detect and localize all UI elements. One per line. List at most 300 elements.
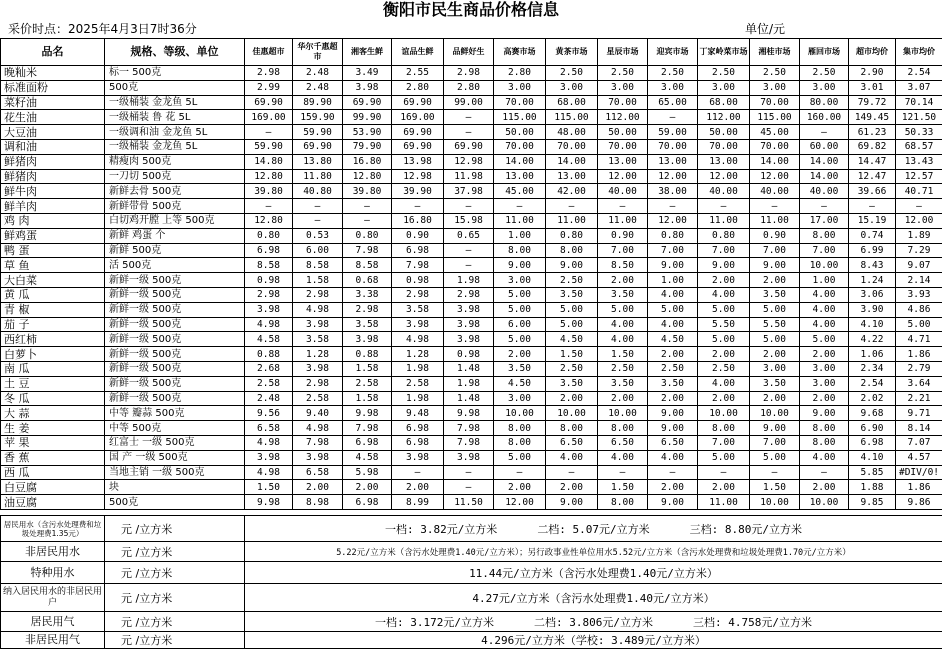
price-cell: 3.50 [598, 287, 648, 302]
price-cell: 9.68 [849, 406, 896, 421]
price-cell: 8.00 [494, 421, 546, 436]
utility-tier: 一档: 3.172元/立方米 [375, 616, 494, 629]
product-spec: 新鲜一级 500克 [105, 302, 245, 317]
price-cell: 1.86 [896, 347, 942, 362]
price-cell: 4.00 [800, 317, 849, 332]
price-cell: 2.50 [698, 361, 750, 376]
product-spec: 活 500克 [105, 258, 245, 273]
collect-time: 采价时点：2025年4月3日7时36分 [8, 20, 197, 38]
product-name: 大 蒜 [1, 406, 105, 421]
utility-tier: 三档: 4.758元/立方米 [693, 616, 812, 629]
table-row [1, 125, 942, 140]
price-cell: 7.98 [343, 421, 392, 436]
price-cell: 5.00 [698, 332, 750, 347]
utility-tier: 三档: 8.80元/立方米 [690, 523, 802, 536]
utility-unit: 元 /立方米 [105, 584, 245, 612]
product-name: 白豆腐 [1, 480, 105, 495]
price-cell: 14.00 [750, 154, 800, 169]
column-header: 品名 [1, 39, 105, 66]
price-cell: 39.66 [849, 184, 896, 199]
price-cell: — [849, 199, 896, 214]
price-cell: 9.00 [546, 495, 598, 510]
column-header: 佳惠超市 [245, 39, 293, 66]
price-cell: 16.80 [392, 213, 444, 228]
price-cell: 69.90 [392, 125, 444, 140]
table-row [1, 317, 942, 332]
price-cell: 3.98 [293, 317, 343, 332]
price-cell: 2.50 [800, 66, 849, 81]
price-cell: 3.50 [494, 361, 546, 376]
price-cell: 7.00 [698, 243, 750, 258]
price-cell: 70.00 [698, 139, 750, 154]
table-row [1, 332, 942, 347]
price-cell: 3.98 [293, 450, 343, 465]
price-cell: — [800, 125, 849, 140]
price-cell: 2.50 [598, 361, 648, 376]
price-cell: 39.80 [245, 184, 293, 199]
price-cell: 6.98 [343, 495, 392, 510]
price-cell: 5.00 [698, 450, 750, 465]
price-cell: 5.00 [494, 450, 546, 465]
price-cell: 2.98 [444, 66, 494, 81]
product-name: 香 蕉 [1, 450, 105, 465]
price-cell: — [245, 125, 293, 140]
price-cell: 0.90 [598, 228, 648, 243]
price-cell: 8.50 [598, 258, 648, 273]
price-cell: 12.57 [896, 169, 942, 184]
price-cell: 7.00 [750, 435, 800, 450]
product-name: 晚籼米 [1, 66, 105, 81]
price-cell: — [698, 465, 750, 480]
price-cell: 9.00 [750, 258, 800, 273]
price-cell: 4.00 [648, 317, 698, 332]
price-cell: 7.98 [293, 435, 343, 450]
price-cell: 3.07 [896, 80, 942, 95]
price-cell: 1.00 [800, 273, 849, 288]
price-cell: 2.00 [750, 347, 800, 362]
price-cell: 8.00 [698, 421, 750, 436]
price-cell: — [648, 110, 698, 125]
product-spec: 500克 [105, 80, 245, 95]
product-spec: 精瘦肉 500克 [105, 154, 245, 169]
table-row [1, 421, 942, 436]
table-row [1, 287, 942, 302]
utility-label: 非居民用气 [1, 632, 105, 649]
price-cell: 3.58 [392, 302, 444, 317]
price-cell: 8.98 [293, 495, 343, 510]
price-cell: 11.00 [598, 213, 648, 228]
price-cell: 1.50 [598, 480, 648, 495]
price-cell: 10.00 [494, 406, 546, 421]
price-cell: 69.90 [245, 95, 293, 110]
price-cell: 2.21 [896, 391, 942, 406]
price-cell: 2.98 [444, 287, 494, 302]
sub-header [0, 20, 942, 38]
utility-label: 居民用气 [1, 612, 105, 632]
product-name: 鲜猪肉 [1, 169, 105, 184]
column-header: 高赛市场 [494, 39, 546, 66]
utility-label: 纳入居民用水的非居民用户 [1, 584, 105, 612]
price-cell: 5.00 [494, 302, 546, 317]
price-cell: 9.98 [444, 406, 494, 421]
product-spec: 红富士 一级 500克 [105, 435, 245, 450]
utility-unit: 元 /立方米 [105, 516, 245, 542]
price-cell: 4.10 [849, 450, 896, 465]
price-cell: — [444, 480, 494, 495]
column-header: 湘桂市场 [750, 39, 800, 66]
price-cell: 2.50 [546, 273, 598, 288]
product-spec: 新鲜一级 500克 [105, 273, 245, 288]
column-header: 华尔千惠超 市 [293, 39, 343, 66]
price-cell: 8.00 [494, 243, 546, 258]
price-cell: 2.00 [648, 347, 698, 362]
price-cell: 89.90 [293, 95, 343, 110]
price-cell: 1.24 [849, 273, 896, 288]
column-header: 超市均价 [849, 39, 896, 66]
price-cell: 0.68 [343, 273, 392, 288]
price-cell: 3.64 [896, 376, 942, 391]
price-cell: 1.98 [392, 361, 444, 376]
price-cell: 0.90 [392, 228, 444, 243]
price-cell: 7.98 [444, 421, 494, 436]
price-cell: 9.85 [849, 495, 896, 510]
price-cell: 4.00 [698, 376, 750, 391]
price-cell: 5.00 [546, 317, 598, 332]
price-cell: — [750, 199, 800, 214]
product-spec: 新鲜一级 500克 [105, 317, 245, 332]
table-row [1, 450, 942, 465]
price-cell: 0.98 [444, 347, 494, 362]
utility-table [0, 515, 942, 649]
price-cell: 2.98 [293, 287, 343, 302]
product-name: 茄 子 [1, 317, 105, 332]
price-cell: 2.79 [896, 361, 942, 376]
price-cell: 115.00 [750, 110, 800, 125]
price-cell: 4.50 [648, 332, 698, 347]
price-cell: 15.98 [444, 213, 494, 228]
table-row [1, 199, 942, 214]
price-cell: — [343, 199, 392, 214]
price-cell: 12.00 [750, 169, 800, 184]
price-cell: — [343, 213, 392, 228]
price-cell: 13.00 [546, 169, 598, 184]
price-cell: — [494, 199, 546, 214]
price-cell: 50.33 [896, 125, 942, 140]
price-cell: 4.00 [598, 450, 648, 465]
product-name: 南 瓜 [1, 361, 105, 376]
price-cell: 2.50 [648, 361, 698, 376]
price-cell: 3.98 [392, 317, 444, 332]
price-cell: 12.00 [648, 169, 698, 184]
column-header: 迎宾市场 [648, 39, 698, 66]
price-cell: 169.00 [392, 110, 444, 125]
price-cell: 10.00 [800, 258, 849, 273]
price-cell: 80.00 [800, 95, 849, 110]
price-cell: 169.00 [245, 110, 293, 125]
table-row [1, 480, 942, 495]
price-cell: 4.00 [546, 450, 598, 465]
utility-price: 11.44元/立方米（含污水处理费1.40元/立方米） [245, 562, 942, 584]
price-cell: 5.00 [598, 302, 648, 317]
price-cell: — [750, 465, 800, 480]
price-cell: 6.00 [494, 317, 546, 332]
price-cell: 4.10 [849, 317, 896, 332]
price-cell: 9.00 [648, 258, 698, 273]
price-cell: 1.28 [293, 347, 343, 362]
column-header: 品鲜好生 [444, 39, 494, 66]
price-cell: 69.90 [343, 95, 392, 110]
price-cell: 8.43 [849, 258, 896, 273]
price-cell: 2.54 [896, 66, 942, 81]
price-cell: 9.40 [293, 406, 343, 421]
price-cell: 8.58 [293, 258, 343, 273]
price-cell: 0.65 [444, 228, 494, 243]
price-cell: 13.00 [698, 154, 750, 169]
price-cell: 40.00 [750, 184, 800, 199]
product-name: 鲜猪肉 [1, 154, 105, 169]
price-cell: 2.98 [392, 287, 444, 302]
price-cell: 2.90 [849, 66, 896, 81]
product-spec: 中等 500克 [105, 421, 245, 436]
price-cell: 8.14 [896, 421, 942, 436]
price-cell: 2.00 [598, 391, 648, 406]
price-cell: 1.48 [444, 361, 494, 376]
price-cell: 70.00 [648, 139, 698, 154]
price-cell: 13.00 [598, 154, 648, 169]
price-cell: 2.99 [245, 80, 293, 95]
price-cell: 50.00 [494, 125, 546, 140]
price-cell: 3.38 [343, 287, 392, 302]
product-name: 菜籽油 [1, 95, 105, 110]
price-cell: 149.45 [849, 110, 896, 125]
price-cell: 1.86 [896, 480, 942, 495]
price-cell: 4.50 [546, 332, 598, 347]
price-cell: 2.00 [598, 273, 648, 288]
price-cell: 0.88 [343, 347, 392, 362]
price-cell: 99.00 [444, 95, 494, 110]
price-cell: 0.53 [293, 228, 343, 243]
price-cell: 4.00 [598, 317, 648, 332]
price-cell: 8.00 [598, 495, 648, 510]
price-cell: 4.00 [800, 287, 849, 302]
price-cell: 4.58 [245, 332, 293, 347]
price-cell: 2.00 [293, 480, 343, 495]
price-cell: 2.00 [800, 391, 849, 406]
price-cell: 5.00 [494, 332, 546, 347]
price-cell: 121.50 [896, 110, 942, 125]
price-cell: 4.98 [293, 302, 343, 317]
price-cell: 68.57 [896, 139, 942, 154]
product-name: 花生油 [1, 110, 105, 125]
price-cell: 3.00 [494, 273, 546, 288]
table-row [1, 139, 942, 154]
price-cell: 7.00 [800, 243, 849, 258]
price-cell: 2.50 [598, 66, 648, 81]
price-cell: 12.80 [245, 169, 293, 184]
price-cell: 69.82 [849, 139, 896, 154]
price-cell: 2.00 [546, 391, 598, 406]
price-cell: 45.00 [750, 125, 800, 140]
price-cell: — [698, 199, 750, 214]
price-cell: 59.90 [293, 125, 343, 140]
price-cell: 3.49 [343, 66, 392, 81]
price-cell: 69.90 [293, 139, 343, 154]
column-header: 规格、等级、单位 [105, 39, 245, 66]
price-cell: 2.98 [245, 287, 293, 302]
price-cell: 3.98 [293, 361, 343, 376]
price-cell: 6.00 [293, 243, 343, 258]
price-cell: 68.00 [546, 95, 598, 110]
utility-price: 4.296元/立方米（学校: 3.489元/立方米） [245, 632, 942, 649]
price-cell: 50.00 [598, 125, 648, 140]
price-cell: 7.98 [343, 243, 392, 258]
price-cell: — [444, 243, 494, 258]
price-cell: 3.00 [648, 80, 698, 95]
price-cell: — [444, 465, 494, 480]
price-cell: 70.14 [896, 95, 942, 110]
price-cell: 1.98 [444, 376, 494, 391]
price-cell: 2.34 [849, 361, 896, 376]
price-cell: 2.00 [698, 391, 750, 406]
price-cell: 1.06 [849, 347, 896, 362]
table-row [1, 258, 942, 273]
price-cell: 2.00 [800, 347, 849, 362]
price-cell: 9.00 [546, 258, 598, 273]
price-cell: 38.00 [648, 184, 698, 199]
product-spec: 新鲜去骨 500克 [105, 184, 245, 199]
product-spec: 新鲜一级 500克 [105, 376, 245, 391]
utility-row [1, 632, 942, 649]
utility-price [245, 516, 942, 542]
price-cell: 5.00 [698, 302, 750, 317]
product-name: 大豆油 [1, 125, 105, 140]
product-spec: 新鲜 鸡蛋 个 [105, 228, 245, 243]
price-cell: 1.50 [750, 480, 800, 495]
column-header: 星辰市场 [598, 39, 648, 66]
price-cell: 3.98 [343, 332, 392, 347]
price-cell: 2.48 [293, 66, 343, 81]
price-cell: 14.00 [546, 154, 598, 169]
price-cell: 60.00 [800, 139, 849, 154]
utility-label: 居民用水（含污水处理费和垃圾处理费1.35元） [1, 516, 105, 542]
utility-price [245, 612, 942, 632]
price-cell: 2.00 [750, 273, 800, 288]
table-row [1, 169, 942, 184]
price-cell: 3.00 [800, 80, 849, 95]
price-cell: 0.80 [546, 228, 598, 243]
price-cell: 1.50 [598, 347, 648, 362]
price-cell: 8.00 [494, 435, 546, 450]
price-cell: 11.00 [546, 213, 598, 228]
price-cell: 2.50 [750, 66, 800, 81]
price-cell: 7.00 [598, 243, 648, 258]
table-row [1, 110, 942, 125]
table-row [1, 154, 942, 169]
price-cell: 70.00 [546, 139, 598, 154]
price-cell: 9.98 [245, 495, 293, 510]
price-cell: 9.00 [698, 258, 750, 273]
price-cell: 3.50 [750, 376, 800, 391]
price-cell: 0.90 [750, 228, 800, 243]
price-cell: 7.00 [648, 243, 698, 258]
price-cell: 11.00 [698, 495, 750, 510]
price-cell: 14.00 [494, 154, 546, 169]
product-name: 黄 瓜 [1, 287, 105, 302]
price-cell: — [444, 125, 494, 140]
price-cell: 4.71 [896, 332, 942, 347]
price-cell: 2.00 [750, 391, 800, 406]
column-header: 黄茶市场 [546, 39, 598, 66]
price-cell: 2.98 [245, 66, 293, 81]
price-cell: 3.58 [343, 317, 392, 332]
price-cell: 4.00 [648, 287, 698, 302]
price-cell: 2.98 [343, 302, 392, 317]
price-cell: — [444, 199, 494, 214]
price-cell: 8.00 [546, 421, 598, 436]
product-spec: 一级调和油 金龙鱼 5L [105, 125, 245, 140]
price-cell: 3.98 [444, 450, 494, 465]
table-row [1, 465, 942, 480]
price-cell: 3.00 [800, 361, 849, 376]
header-row [1, 39, 942, 66]
price-cell: 9.48 [392, 406, 444, 421]
price-cell: 4.86 [896, 302, 942, 317]
price-cell: 3.98 [245, 450, 293, 465]
table-row [1, 80, 942, 95]
utility-row [1, 584, 942, 612]
price-cell: 6.58 [293, 465, 343, 480]
price-cell: 3.98 [392, 450, 444, 465]
product-spec: 新鲜一级 500克 [105, 332, 245, 347]
price-cell: 2.58 [293, 391, 343, 406]
price-cell: 9.00 [800, 406, 849, 421]
price-cell: 4.98 [293, 421, 343, 436]
price-cell: 4.98 [245, 317, 293, 332]
price-cell: — [648, 465, 698, 480]
price-cell: 4.00 [648, 450, 698, 465]
utility-unit: 元 /立方米 [105, 612, 245, 632]
price-cell: 112.00 [598, 110, 648, 125]
price-cell: 5.00 [896, 317, 942, 332]
utility-tier: 二档: 5.07元/立方米 [537, 523, 649, 536]
price-cell: 2.00 [648, 480, 698, 495]
product-name: 西 瓜 [1, 465, 105, 480]
product-spec: 新鲜一级 500克 [105, 287, 245, 302]
utility-row [1, 612, 942, 632]
utility-tier: 二档: 3.806元/立方米 [534, 616, 653, 629]
price-cell: 6.98 [343, 435, 392, 450]
utility-tier: 一档: 3.82元/立方米 [385, 523, 497, 536]
price-cell: 39.90 [392, 184, 444, 199]
price-cell: 3.00 [800, 376, 849, 391]
price-cell: 3.00 [698, 80, 750, 95]
price-cell: 159.90 [293, 110, 343, 125]
price-cell: 12.00 [896, 213, 942, 228]
price-cell: 0.98 [245, 273, 293, 288]
price-cell: 2.00 [648, 391, 698, 406]
price-cell: 1.98 [392, 391, 444, 406]
price-cell: 11.50 [444, 495, 494, 510]
price-cell: 8.58 [245, 258, 293, 273]
product-name: 鲜牛肉 [1, 184, 105, 199]
price-cell: 12.00 [598, 169, 648, 184]
table-row [1, 213, 942, 228]
utility-unit: 元 /立方米 [105, 542, 245, 562]
product-name: 西红柿 [1, 332, 105, 347]
price-cell: 70.00 [598, 139, 648, 154]
price-cell: 0.88 [245, 347, 293, 362]
price-cell: 9.07 [896, 258, 942, 273]
